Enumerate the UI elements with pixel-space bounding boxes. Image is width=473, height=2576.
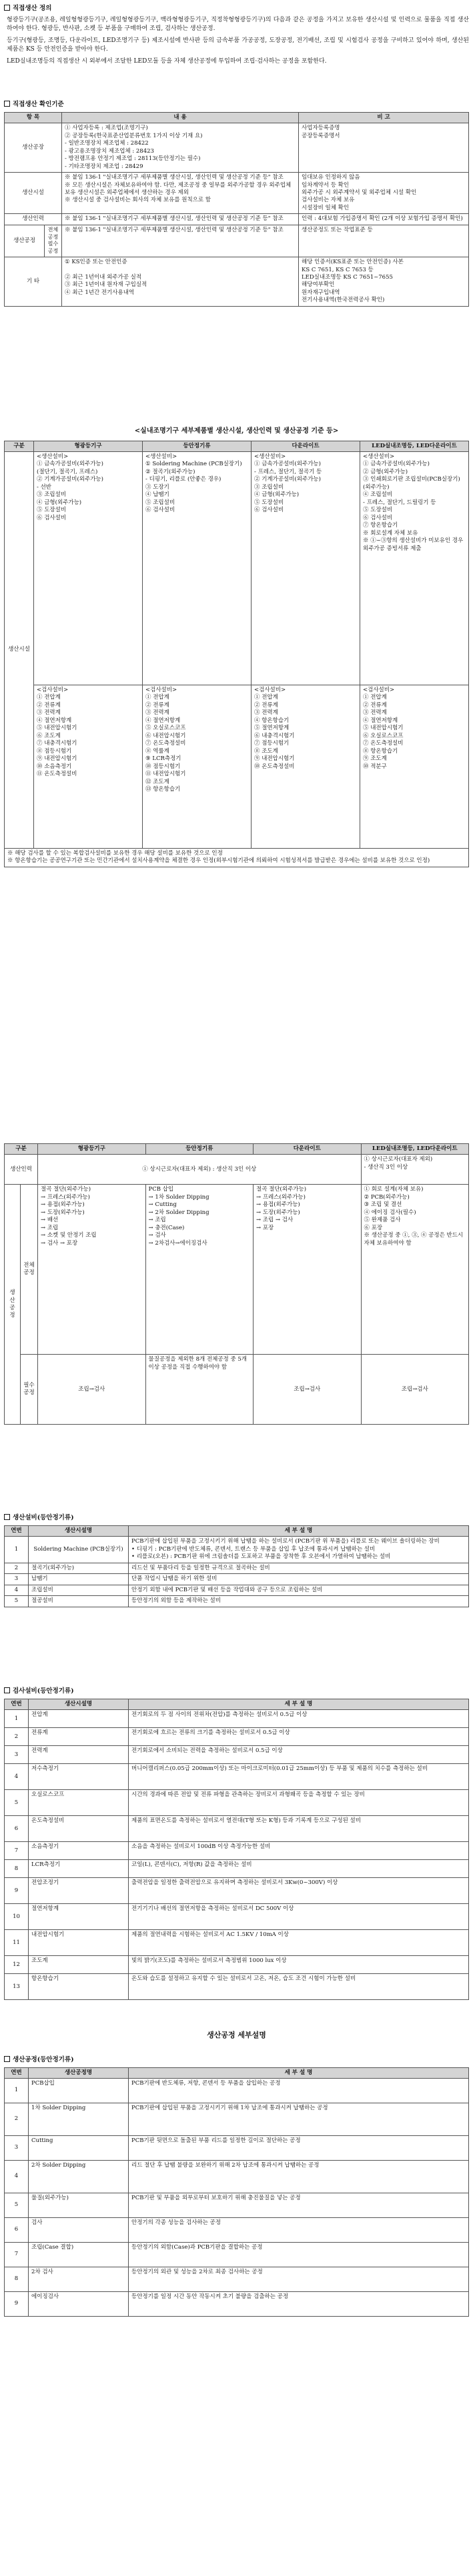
header-note: 비 고 [299,112,469,123]
inspection-equipment: <검사설비> ① 전압계 ② 전류계 ③ 전력계 ④ 절연저항계 ⑤ 내전압시험기 ⑥ 조도계 ⑦ 내충격시험기 ⑧ 점등시험기 ⑨ 내전압시험기 ⑩ 소음측정기 ⑪ 온도측정설비 [34,685,143,848]
table-row [5,451,469,685]
table-row [5,173,469,214]
header-category: 구분 [5,1144,38,1155]
table-row: 8 2차 검사 등안정기의 외관 및 성능을 2차로 최종 검사하는 공정 [5,2267,469,2292]
required-process: 조립→검사 [254,1355,362,1425]
section-heading: 생산설비(등안정기류) [4,1513,469,1523]
header-ballast: 등안정기류 [145,1144,254,1155]
labor-requirement: ① 상시근로자(대표자 제외) : 생산직 3인 이상 [38,1155,362,1185]
table-row [5,1185,469,1355]
table-row: 10 절연저항계 전기기기나 배선의 절연저항을 측정하는 설비로서 DC 500V 이상 [5,1904,469,1930]
table-row: 4 2차 Solder Dipping 리드 절단 후 납땜 불량을 보완하기 위해 2차 납조에 통과시켜 납땜하는 공정 [5,2161,469,2193]
header-name: 생산시설명 [29,1699,129,1709]
section-labor-process [4,1143,469,1425]
table-row [5,257,469,307]
header-fluorescent: 형광등기구 [34,441,143,451]
row-label: 생산공정 [5,1185,21,1425]
table-row: 5 절공설비 등안정기의 외함 등을 제작하는 설비 [5,1596,469,1607]
section-facility-criteria [4,427,469,867]
header-desc: 세 부 설 명 [129,1699,469,1709]
section-heading: 직접생산 확인기준 [4,100,469,109]
facility-table [4,441,469,867]
paragraph: 등기구(형광등, 조명등, 다운라이트, LED조명기구 등) 제조시설에 반사판 등의 금속부품 가공공정, 도장공정, 전기배선, 조립 및 시험검사 공정을 구비하고 있어야 하며, 생산된 제품은 KS 등 안전인증을 받아야 한다. [7,37,469,53]
table-row: 9 전압조정기 출력전압을 일정한 출력전압으로 유지하며 측정하는 설비로서 3Kw(0~300V) 이상 [5,1878,469,1904]
table-row: 7 조립(Case 결합) 등안정기의 외함(Case)과 PCB기판을 결합하는 공정 [5,2243,469,2267]
section-production-equipment [4,1513,469,1607]
section-direct-production-definition [4,4,469,69]
labor-process-table [4,1143,469,1425]
header-item: 항 목 [5,112,62,123]
row-label: 생산시설 [5,451,34,848]
process-table [4,2067,469,2317]
row-item: 생산공장 [5,123,62,173]
table-row: 2 절곡기(외주가능) 리드선 및 부품다리 등을 일정한 규격으로 절곡하는 설비 [5,1563,469,1573]
section-confirmation-criteria [4,100,469,307]
table-row: 2 전류계 전기회로에 흐르는 전류의 크기를 측정하는 설비로서 0.5급 이상 [5,1728,469,1746]
paragraph: 형광등기구(공조용, 레일형형광등기구, 레일형형광등기구, 백라형형광등기구, 직정착형형광등기구)의 다음과 같은 공정을 가지고 보유한 생산시설 및 인력으로 물품을 직접 생산하여야 한다. 형광등, 반사판, 소켓 등 부품을 구매하여 조립, 검사하는 생산공정. [7,16,469,32]
table-row: 12 조도계 빛의 밝기(조도)를 측정하는 설비로서 측정범위 1000 lux 이상 [5,1956,469,1974]
row-note: 사업자등록증명 공장등록증명서 [299,123,469,173]
table-row: 1 Soldering Machine (PCB실장기) PCB기판에 삽입된 부품을 고정시키기 위해 납땜을 하는 설비로서 (PCB기판 위 부품을) 리플로 또는 웨이브 솔더링하는 장비 • 디핑기 : PCB기판에 반도체류, 콘덴서, 트랜스 등 부품을 삽입 후 납조에 통과시켜 납땜하는 설비 • 리플로(오븐) : PCB기판 위에 크림솔더를 도포하고 부품을 장착한 후 오븐에서 가열하여 납땜하는 설비 [5,1537,469,1563]
checkbox-square-icon [4,101,10,107]
table-row: 9 에이징검사 등안정기를 일정 시간 동안 작동시켜 초기 불량을 검출하는 공정 [5,2292,469,2317]
inspection-table [4,1699,469,2000]
inspection-equipment: <검사설비> ① 전압계 ② 전류계 ③ 전력계 ④ 항온항습기 ⑤ 절연저항계 ⑥ 내충격시험기 ⑦ 점등시험기 ⑧ 조도계 ⑨ 내전압시험기 ⑩ 온도측정설비 [252,685,360,848]
inspection-equipment: <검사설비> ① 전압계 ② 전류계 ③ 전력계 ④ 절연저항계 ⑤ 오실로스코프 ⑥ 내전압시험기 ⑦ 온도측정설비 ⑧ 역률계 ⑨ LCR측정기 ⑩ 점등시험기 ⑪ 내전압시험기 ⑫ 조도계 ⑬ 항온항습기 [143,685,252,848]
table-row: 1 전압계 전기회로의 두 점 사이의 전위차(전압)를 측정하는 설비로서 0.5급 이상 [5,1710,469,1728]
table-row: 11 내전압시험기 제품의 절연내력을 시험하는 설비로서 AC 1.5KV / 10mA 이상 [5,1930,469,1956]
required-process: 조립→검사 [361,1355,469,1425]
table-row: 7 소음측정기 소음을 측정하는 설비로서 100dB 이상 측정가능한 설비 [5,1842,469,1860]
header-no: 연번 [5,2067,29,2078]
row-subitem: 전체공정 필수공정 [45,225,62,257]
table-row: 5 오실로스코프 시간의 경과에 따른 전압 및 전류 파형을 관측하는 장비로서 과형왜곡 등을 측정할 수 있는 장비 [5,1790,469,1816]
row-item: 생산공정 [5,225,45,257]
criteria-table [4,112,469,307]
header-name: 생산공정명 [29,2067,129,2078]
checkbox-square-icon [4,2056,10,2062]
section-inspection-equipment [4,1687,469,2000]
row-item: 생산시설 [5,173,62,214]
row-content: ① KS인증 또는 안전인증 ② 최근 1년이내 외주가공 실적 ③ 최근 1년이내 원자재 구입실적 ④ 최근 1년간 전기사용내역 [62,257,299,307]
production-equipment: <생산설비> ① 금속가공설비(외주가능) ② 금형(외주가능) ③ 인쇄회로기판 조립설비(PCB실장기)(외주가능) ④ 조립설비 - 프레스, 절단기, 드릴링기 등 ⑤ 도장설비 ⑥ 검사설비 ⑦ 항온항습기 ※ 회로설계 자체 보유 ※ ①~③항의 생산설비가 미보유인 경우 외주가공 증빙서류 제출 [360,451,469,685]
equipment-table [4,1525,469,1607]
table-row: 1 PCB삽입 PCB기판에 반도체류, 저항, 콘덴서 등 부품을 삽입하는 공정 [5,2079,469,2103]
table-row: 4 저수측정기 버니어캘리퍼스(0.05급 200mm이상) 또는 마이크로미터(0.01급 25mm이상) 등 부품 및 제품의 치수를 측정하는 설비 [5,1764,469,1790]
header-fluorescent: 형광등기구 [38,1144,146,1155]
table-row: 3 납땜기 단품 작업시 납땜을 하기 위한 설비 [5,1574,469,1585]
required-process: 조립→검사 [38,1355,146,1425]
header-downlight: 다운라이트 [254,1144,362,1155]
table-row: 5 물질(외주가능) PCB기판 및 부품을 외부로부터 보호하기 위해 충진물질을 넣는 공정 [5,2193,469,2218]
row-note: 생산공정도 또는 작업표준 등 [299,225,469,257]
table-row: 13 항온항습기 온도와 습도를 설정하고 유지할 수 있는 설비로서 고온, 저온, 습도 조건 시험이 가능한 설비 [5,1974,469,2000]
checkbox-square-icon [4,5,10,11]
header-ballast: 등안정기류 [143,441,252,451]
row-item: 기 타 [5,257,62,307]
checkbox-square-icon [4,1687,10,1693]
row-note: 인력 : 4대보험 가입증명서 확인 (2개 이상 보험가입 증명서 확인) [299,214,469,225]
table-row: 8 LCR측정기 코일(L), 콘덴서(C), 저항(R) 값을 측정하는 설비 [5,1860,469,1878]
section-heading: 검사설비(등안정기류) [4,1687,469,1696]
full-process: ① 회로 설계(자체 보유) ② PCB(외주가능) ③ 조립 및 결선 ④ 에이징 검사(필수) ⑤ 완제품 검사 ⑥ 포장 ※ 생산공정 중 ①, ③, ④ 공정은 반드시 자체 보유하여야 함 [361,1185,469,1355]
table-row: 2 1차 Solder Dipping PCB기판에 삽입된 부품을 고정시키기 위해 1차 납조에 통과시켜 납땜하는 공정 [5,2103,469,2136]
full-process: 절곡 절단(외주가능) → 프레스(외주가능) → 용접(외주가능) → 도장(외주가능) → 배선 → 조립 → 소켓 및 안정기 조립 → 검사 → 포장 [38,1185,146,1355]
row-item: 생산인력 [5,214,62,225]
production-equipment: <생산설비> ① 금속가공설비(외주가능) (절단기, 절곡기, 프레스) ② 기계가공설비(외주가능) - 선반 ③ 조립설비 ④ 금형(외주가능) ⑤ 도장설비 ⑥ 검사설비 [34,451,143,685]
section-title: 생산공정 세부설명 [207,2031,266,2039]
section-heading: 직접생산 정의 [4,4,469,13]
table-row [5,214,469,225]
row-content: ※ 붙임 136-1 "실내조명기구 세부제품별 생산시설, 생산인력 및 생산공정 기준 등" 참조 [62,225,299,257]
checkbox-square-icon [4,1514,10,1520]
sub-label: 필수공정 [21,1355,38,1425]
header-no: 연번 [5,1525,29,1536]
table-row [5,1355,469,1425]
header-no: 연번 [5,1699,29,1709]
header-category: 구분 [5,441,34,451]
row-label: 생산인력 [5,1155,38,1185]
row-content: ※ 붙임 136-1 "실내조명기구 세부제품별 생산시설, 생산인력 및 생산공정 기준 등" 참조 ※ 모든 생산시설은 자체보유하여야 함. 다만, 제조공정 중 일부를 외주가공할 경우 외주업체 보유 생산시설은 외주업체에서 생산하는 경우 제외 ※ 생산시설 중 검사설비는 회사의 자체 보유를 원칙으로 함 [62,173,299,214]
full-process: PCB 삽입 → 1차 Solder Dipping → Cutting → 2차 Solder Dipping → 조립 → 충전(Case) → 검사 → 2차검사→에이징검사 [145,1185,254,1355]
table-row: 3 전력계 전기회로에서 소비되는 전력을 측정하는 설비로서 0.5급 이상 [5,1746,469,1764]
inspection-equipment: <검사설비> ① 전압계 ② 전류계 ③ 전력계 ④ 절연저항계 ⑤ 내전압시험기 ⑥ 오실로스코프 ⑦ 온도측정설비 ⑧ 항온항습기 ⑨ 조도계 ⑩ 적분구 [360,685,469,848]
notes: ※ 해당 검사를 할 수 있는 복합검사설비를 보유한 경우 해당 설비를 보유한 것으로 인정 ※ 항온항습기는 공공연구기관 또는 민간기관에서 설치사용계약을 체결한 경우 인정(외부시험기관에 의뢰하여 시험성적서를 발급받은 경우에는 설비를 보유한 것으로 인정) [5,848,469,867]
header-desc: 세 부 설 명 [129,1525,469,1536]
sub-label: 전체공정 [21,1185,38,1355]
table-title: <실내조명기구 세부제품별 생산시설, 생산인력 및 생산공정 기준 등> [134,427,339,435]
header-led: LED실내조명등, LED다운라이트 [361,1144,469,1155]
table-row [5,123,469,173]
header-name: 생산시설명 [29,1525,129,1536]
paragraph: LED실내조명등의 직접생산 시 외부에서 조달한 LED모듈 등을 자체 생산공정에 투입하여 조립·검사하는 공정을 포함한다. [7,57,327,65]
table-row [5,685,469,848]
table-row [5,1155,469,1185]
header-downlight: 다운라이트 [252,441,360,451]
section-process-detail [4,2030,469,2317]
header-desc: 세 부 설 명 [129,2067,469,2078]
labor-requirement-led: ① 상시근로자(대표자 제외) - 생산직 3인 이상 [361,1155,469,1185]
production-equipment: <생산설비> ① 금속가공설비(외주가능) - 프레스, 절단기, 절곡기 등 ② 기계가공설비(외주가능) ③ 조립설비 ④ 금형(외주가능) ⑤ 도장설비 ⑥ 검사설비 [252,451,360,685]
row-content: ※ 붙임 136-1 "실내조명기구 세부제품별 생산시설, 생산인력 및 생산공정 기준 등" 참조 [62,214,299,225]
production-equipment: <생산설비> ① Soldering Machine (PCB실장기) ② 절곡기(외주가능) - 디핑기, 리플로 (안좋은 경우) ③ 도장기 ④ 납땜기 ⑤ 조립설비 ⑥ 검사설비 [143,451,252,685]
table-row [5,225,469,257]
row-note: 해당 인증서(KS표준 또는 안전인증) 사본 KS C 7651, KS C 7653 등 LED실내조명등 KS C 7651~7655 해당여부확인 원자재구입내역 전기사용내역(한국전력공사 확인) [299,257,469,307]
table-row: 3 Cutting PCB기판 뒷면으로 돌출된 부품 리드를 일정한 길이로 절단하는 공정 [5,2136,469,2161]
row-content: ① 사업자등록 : 제조업(조명기구) ② 공장등록(한국표준산업분류번호 1가지 이상 기재 요) - 일반조명장치 제조업체 : 28422 - 광고용조명장치 제조업체 : 28423 - 방전램프용 안정기 제조업 : 28113(등안정기는 필수) - 기타조명장치 제조업 : 28429 [62,123,299,173]
table-row: 6 온도측정설비 제품의 표면온도를 측정하는 설비로서 열전대(T형 또는 K형) 등과 기록계 등으로 구성된 설비 [5,1816,469,1842]
table-row: 6 검사 안정기의 각종 성능을 검사하는 공정 [5,2218,469,2243]
header-led: LED실내조명등, LED다운라이트 [360,441,469,451]
row-note: 임대보유 인정하지 않음 임차계약서 등 확인 외주가공 시 외주계약서 및 외주업체 시설 확인 검사설비는 자체 보유 시설장비 일체 확인 [299,173,469,214]
section-heading: 생산공정(등안정기류) [4,2055,469,2065]
table-row [5,848,469,867]
required-process: 물질공정을 제외한 8개 전체공정 중 5개 이상 공정을 직접 수행하여야 함 [145,1355,254,1425]
table-row: 4 조립설비 안정기 외함 내에 PCB기판 및 배선 등을 작업대와 공구 등으로 조립하는 설비 [5,1585,469,1595]
header-content: 내 용 [62,112,299,123]
full-process: 절곡 절단(외주가능) → 프레스(외주가능) → 용접(외주가능) → 도장(외주가능) → 조립 → 검사 → 포장 [254,1185,362,1355]
